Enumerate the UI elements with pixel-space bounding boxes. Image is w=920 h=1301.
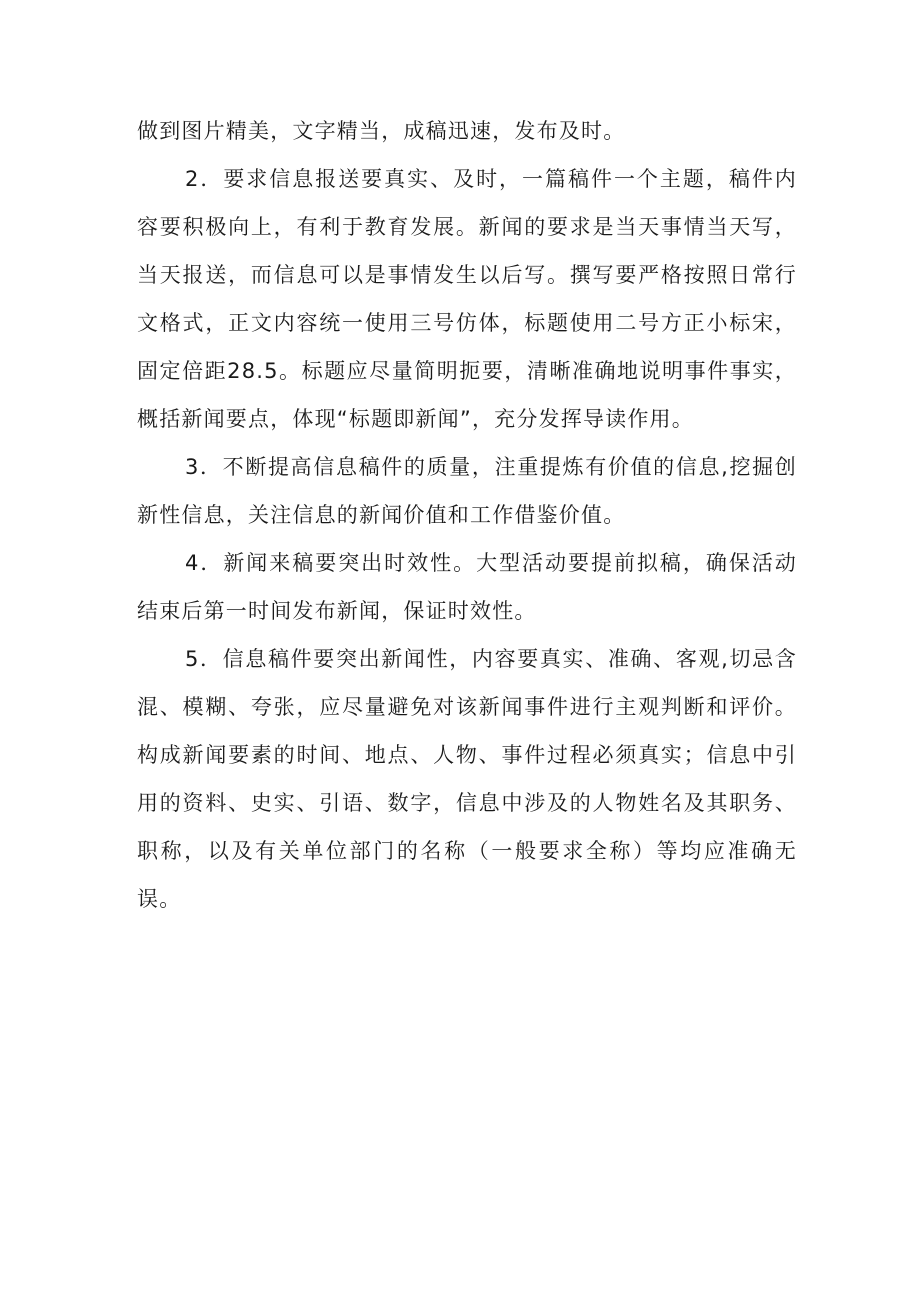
paragraph-item-4: 4．新闻来稿要突出时效性。大型活动要提前拟稿，确保活动结束后第一时间发布新闻，保证时效性。: [137, 551, 797, 623]
paragraph-item-3: 3．不断提高信息稿件的质量，注重提炼有价值的信息,挖掘创新性信息，关注信息的新闻价值和工作借鉴价值。: [137, 455, 797, 527]
paragraph-continuation: 做到图片精美，文字精当，成稿迅速，发布及时。: [137, 119, 626, 143]
document-body: [137, 107, 797, 923]
paragraph-item-2: 2．要求信息报送要真实、及时，一篇稿件一个主题，稿件内容要积极向上，有利于教育发展。新闻的要求是当天事情当天写，当天报送，而信息可以是事情发生以后写。撰写要严格按照日常行文格式，正文内容统一使用三号仿体，标题使用二号方正小标宋，固定倍距28.5。标题应尽量简明扼要，清晰准确地说明事件事实，概括新闻要点，体现“标题即新闻”，充分发挥导读作用。: [137, 167, 797, 431]
paragraph-item-5: 5．信息稿件要突出新闻性，内容要真实、准确、客观,切忌含混、模糊、夸张，应尽量避免对该新闻事件进行主观判断和评价。构成新闻要素的时间、地点、人物、事件过程必须真实；信息中引用的资料、史实、引语、数字，信息中涉及的人物姓名及其职务、职称，以及有关单位部门的名称（一般要求全称）等均应准确无误。: [137, 647, 797, 911]
